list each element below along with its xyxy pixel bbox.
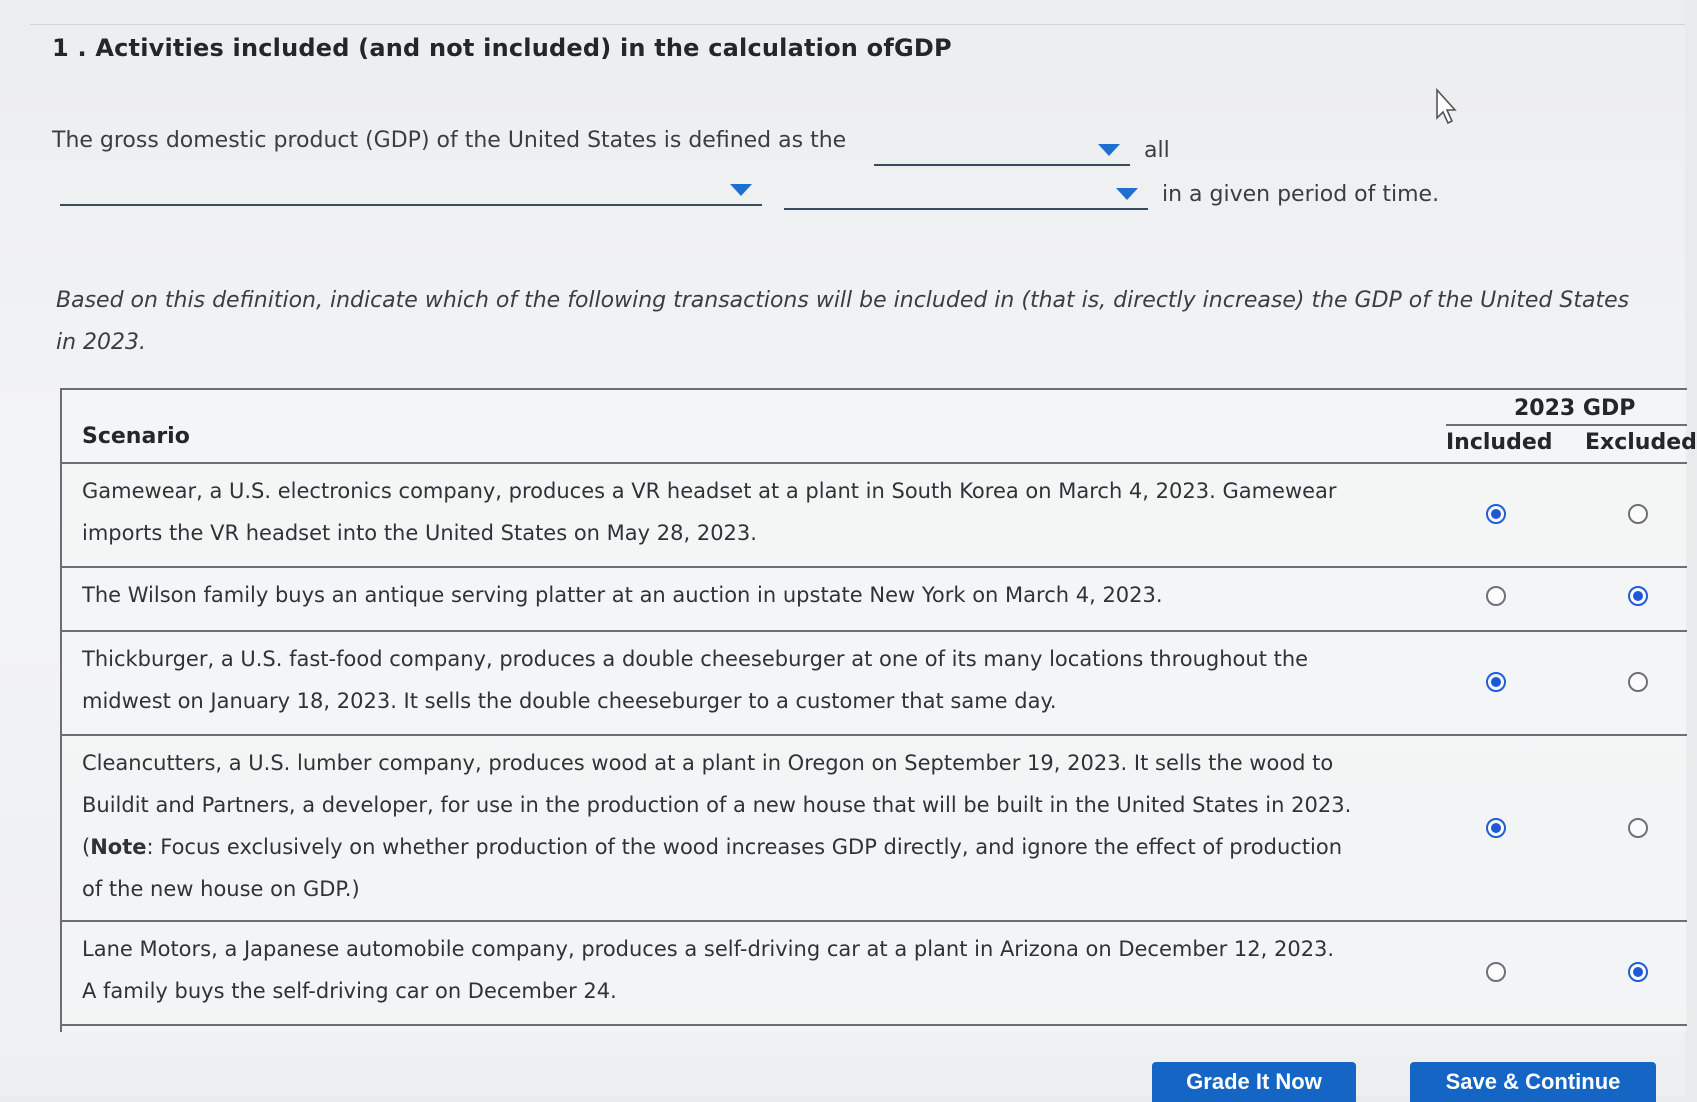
radio-included[interactable] — [1486, 504, 1506, 524]
table-row — [62, 736, 1687, 918]
table-row — [62, 632, 1687, 732]
scenario-line: Gamewear, a U.S. electronics company, produces a VR headset at a plant in South Korea on March 4, 2023. Gamewear — [82, 479, 1337, 503]
row-divider — [62, 1024, 1687, 1026]
header-group-divider — [1446, 424, 1687, 426]
dropdown-definition-2[interactable] — [60, 174, 762, 206]
radio-excluded[interactable] — [1628, 818, 1648, 838]
definition-text-end: in a given period of time. — [1162, 182, 1440, 207]
table-row — [62, 464, 1687, 564]
definition-text-start: The gross domestic product (GDP) of the United States is defined as the — [52, 128, 847, 153]
scenario-line: Thickburger, a U.S. fast-food company, produces a double cheeseburger at one of its many locations throughout the — [82, 647, 1309, 671]
scenario-line: The Wilson family buys an antique serving platter at an auction in upstate New York on March 4, 2023. — [82, 583, 1163, 607]
chevron-down-icon — [1098, 144, 1120, 156]
radio-included[interactable] — [1486, 586, 1506, 606]
scenario-table — [60, 388, 1697, 1032]
table-row — [62, 922, 1687, 1022]
chevron-down-icon — [1116, 188, 1138, 200]
scenario-text — [82, 574, 1402, 616]
scenario-line: imports the VR headset into the United States on May 28, 2023. — [82, 521, 757, 545]
grade-it-now-button[interactable]: Grade It Now — [1152, 1062, 1356, 1102]
scenario-line: A family buys the self-driving car on December 24. — [82, 979, 617, 1003]
radio-included[interactable] — [1486, 672, 1506, 692]
radio-included[interactable] — [1486, 962, 1506, 982]
note-text: : Focus exclusively on whether production of the wood increases GDP directly, and ignore the effect of production — [146, 835, 1343, 859]
instructions: Based on this definition, indicate which of the following transactions will be included in (that is, directly increase) the GDP of the United States in 2023. — [56, 288, 1630, 355]
header-included: Included — [1446, 430, 1553, 455]
scenario-line: Cleancutters, a U.S. lumber company, produces wood at a plant in Oregon on September 19, 2023. It sells the wood to — [82, 751, 1334, 775]
question-title: 1 . Activities included (and not included) in the calculation ofGDP — [52, 34, 952, 62]
dropdown-definition-3[interactable] — [784, 178, 1148, 210]
scenario-text — [82, 742, 1402, 910]
header-excluded: Excluded — [1585, 430, 1697, 455]
radio-excluded[interactable] — [1628, 672, 1648, 692]
save-and-continue-button[interactable]: Save & Continue — [1410, 1062, 1656, 1102]
scenario-text — [82, 470, 1402, 554]
dropdown-definition-1[interactable] — [874, 134, 1130, 166]
radio-included[interactable] — [1486, 818, 1506, 838]
header-2023-gdp: 2023 GDP — [1514, 396, 1636, 421]
note-label: Note — [90, 835, 147, 859]
radio-excluded[interactable] — [1628, 586, 1648, 606]
radio-excluded[interactable] — [1628, 962, 1648, 982]
scenario-text — [82, 928, 1402, 1012]
header-scenario: Scenario — [82, 424, 190, 449]
top-divider — [30, 24, 1685, 25]
mouse-pointer-icon — [1435, 88, 1459, 126]
scenario-line: of the new house on GDP.) — [82, 877, 360, 901]
chevron-down-icon — [730, 184, 752, 196]
note-paren: ( — [82, 835, 91, 859]
scenario-line: Lane Motors, a Japanese automobile company, produces a self-driving car at a plant in Arizona on December 12, 2023. — [82, 937, 1335, 961]
scenario-line: midwest on January 18, 2023. It sells the double cheeseburger to a customer that same day. — [82, 689, 1057, 713]
scenario-text — [82, 638, 1402, 722]
radio-excluded[interactable] — [1628, 504, 1648, 524]
definition-text-all: all — [1144, 138, 1170, 163]
table-row — [62, 568, 1687, 628]
scenario-line: Buildit and Partners, a developer, for use in the production of a new house that will be built in the United States in 2023. — [82, 793, 1352, 817]
scenario-note-line — [82, 826, 1402, 868]
